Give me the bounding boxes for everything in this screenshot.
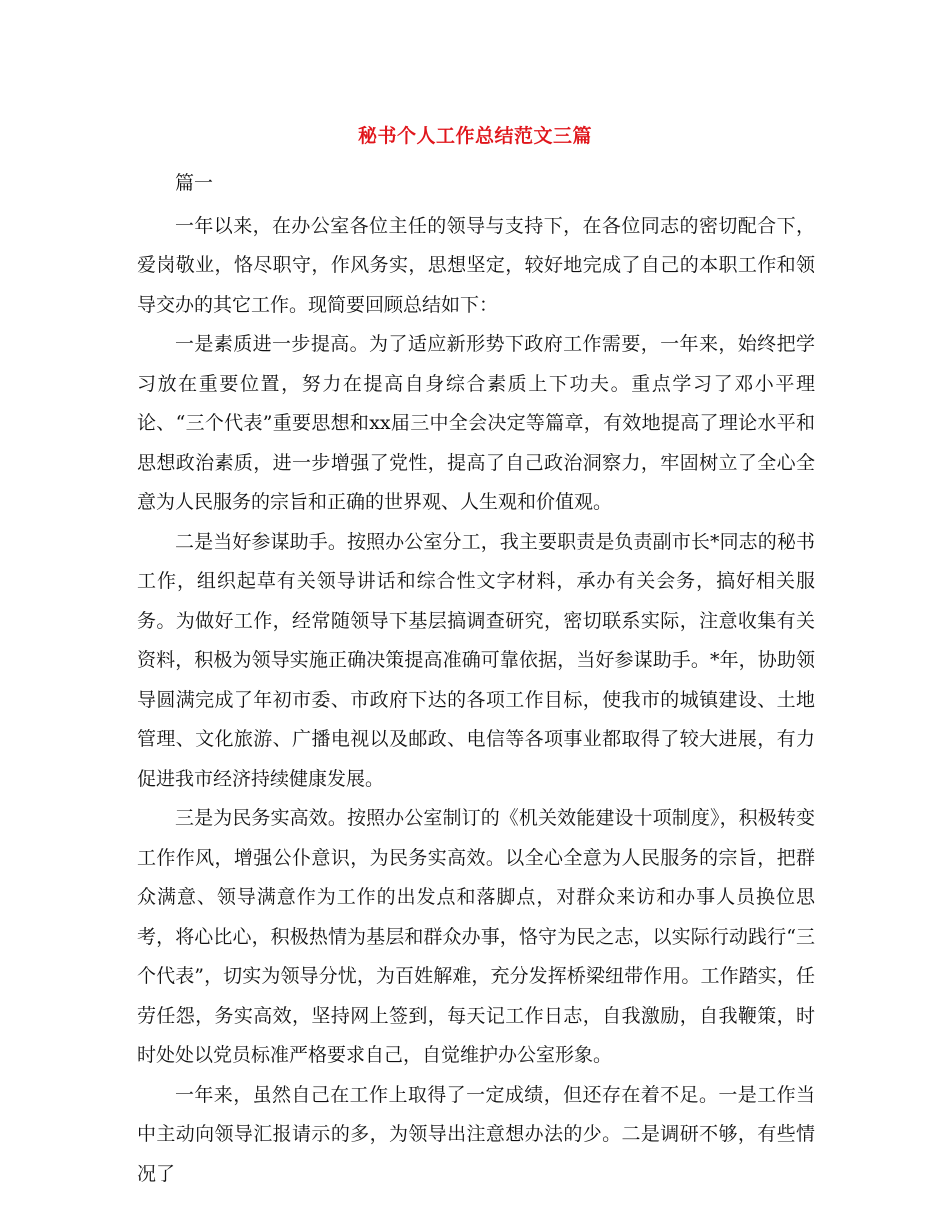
document-body (137, 164, 815, 1194)
paragraph-efficiency: 三是为民务实高效。按照办公室制订的《机关效能建设十项制度》，积极转变工作作风，增强公仆意识，为民务实高效。以全心全意为人民服务的宗旨，把群众满意、领导满意作为工作的出发点和落脚点，对群众来访和办事人员换位思考，将心比心，积极热情为基层和群众办事，恪守为民之志，以实际行动践行“三个代表”，切实为领导分忧，为百姓解难，充分发挥桥梁纽带作用。工作踏实，任劳任怨，务实高效，坚持网上签到，每天记工作日志，自我激励，自我鞭策，时时处处以党员标准严格要求自己，自觉维护办公室形象。 (137, 807, 815, 1066)
document-title: 秘书个人工作总结范文三篇 (357, 125, 592, 147)
paragraph-shortcomings: 一年来，虽然自己在工作上取得了一定成绩，但还存在着不足。一是工作当中主动向领导汇报请示的多，为领导出注意想办法的少。二是调研不够，有些情况了 (137, 1083, 815, 1185)
paragraph-intro: 一年以来，在办公室各位主任的领导与支持下，在各位同志的密切配合下，爱岗敬业，恪尽职守，作风务实，思想坚定，较好地完成了自己的本职工作和领导交办的其它工作。现简要回顾总结如下： (137, 214, 815, 316)
section-label: 篇一 (175, 172, 214, 194)
paragraph-assistant: 二是当好参谋助手。按照办公室分工，我主要职责是负责副市长*同志的秘书工作，组织起草有关领导讲话和综合性文字材料，承办有关会务，搞好相关服务。为做好工作，经常随领导下基层搞调查研究，密切联系实际，注意收集有关资料，积极为领导实施正确决策提高准确可靠依据，当好参谋助手。*年，协助领导圆满完成了年初市委、市政府下达的各项工作目标，使我市的城镇建设、土地管理、文化旅游、广播电视以及邮政、电信等各项事业都取得了较大进展，有力促进我市经济持续健康发展。 (137, 530, 815, 790)
paragraph-quality: 一是素质进一步提高。为了适应新形势下政府工作需要，一年来，始终把学习放在重要位置，努力在提高自身综合素质上下功夫。重点学习了邓小平理论、“三个代表”重要思想和xx届三中全会决定等篇章，有效地提高了理论水平和思想政治素质，进一步增强了党性，提高了自己政治洞察力，牢固树立了全心全意为人民服务的宗旨和正确的世界观、人生观和价值观。 (137, 333, 815, 513)
